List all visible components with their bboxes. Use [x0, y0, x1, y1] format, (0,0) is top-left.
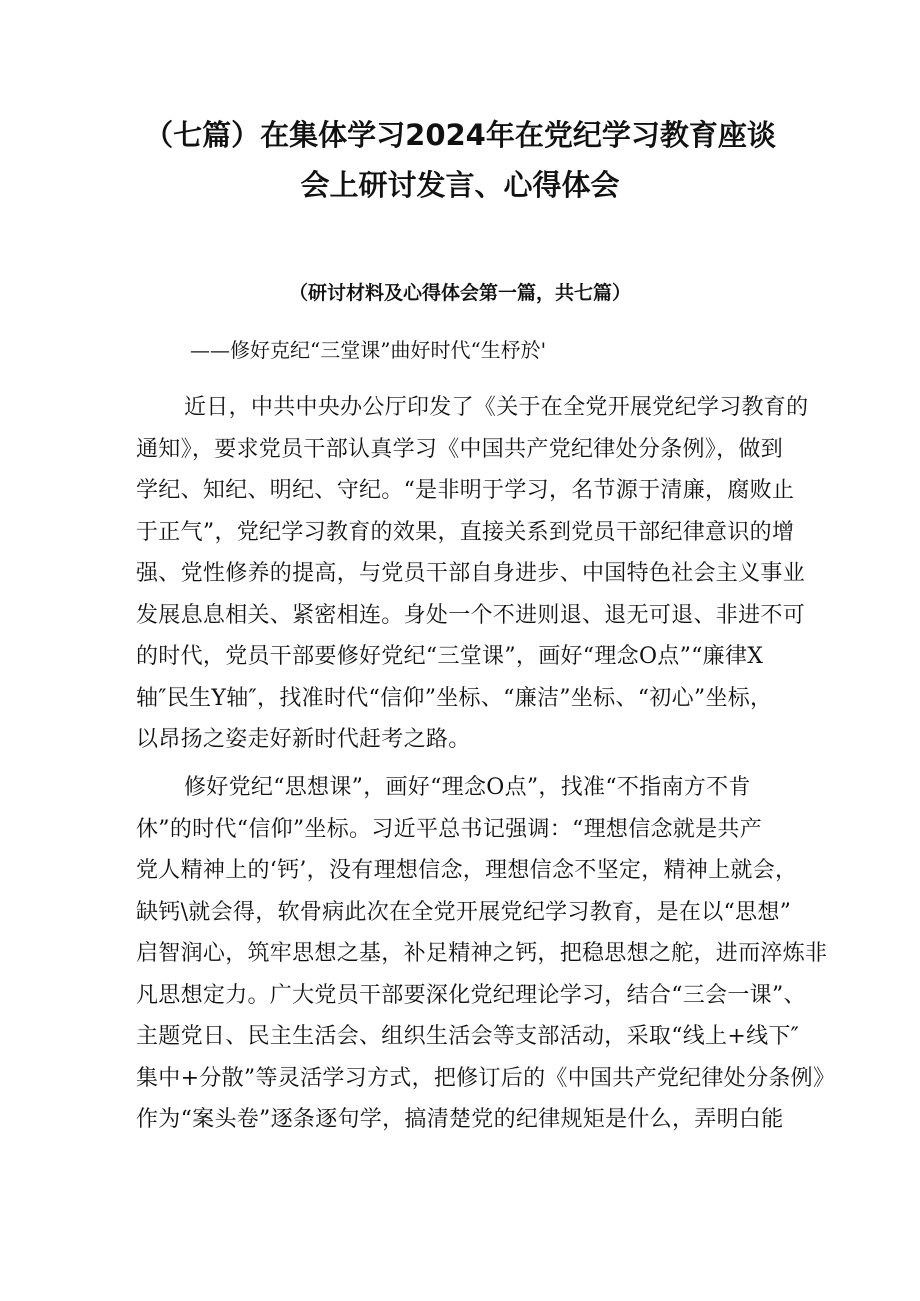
paragraph-line: 凡思想定力。广大党员干部要深化党纪理论学习，结合“三会一课”、 — [136, 982, 806, 1008]
paragraph-line: 发展息息相关、紧密相连。身处一个不进则退、退无可退、非进不可 — [136, 602, 806, 628]
paragraph-line: 强、党性修养的提高，与党员干部自身进步、中国特色社会主义事业 — [136, 561, 806, 586]
body-paragraph-1 — [136, 387, 809, 761]
paragraph-line: 以昂扬之姿走好新时代赶考之路。 — [136, 727, 471, 752]
body-paragraph-2 — [136, 767, 836, 1141]
title-line-2: 会上研讨发言、心得体会 — [300, 168, 620, 202]
document-title — [120, 110, 800, 210]
paragraph-line: 修好党纪“思想课”，画好“理念O点”，找准“不指南方不肯 — [184, 775, 751, 800]
paragraph-line: 通知》，要求党员干部认真学习《中国共产党纪律处分条例》，做到 — [136, 436, 784, 462]
title-line-1: （七篇）在集体学习2024年在党纪学习教育座谈 — [144, 118, 776, 152]
paragraph-line: 的时代，党员干部要修好党纪“三堂课”，画好“理念O点”“廉律X — [136, 644, 764, 669]
paragraph-line: 学纪、知纪、明纪、守纪。“是非明于学习，名节源于清廉，腐败止 — [136, 478, 795, 503]
paragraph-line: 作为“案头卷”逐条逐句学，搞清楚党的纪律规矩是什么，弄明白能 — [136, 1107, 784, 1132]
paragraph-line: 启智润心，筑牢思想之基，补足精神之钙，把稳思想之舵，进而淬炼非 — [136, 941, 828, 966]
paragraph-line: 近日，中共中央办公厅印发了《关于在全党开展党纪学习教育的 — [184, 395, 809, 420]
document-subtitle: （研讨材料及心得体会第一篇，共七篇） — [288, 282, 631, 304]
paragraph-line: 轴″民生Y轴″，找准时代“信仰”坐标、“廉洁”坐标、“初心”坐标， — [136, 685, 773, 711]
paragraph-line: 休”的时代“信仰”坐标。习近平总书记强调：“理想信念就是共产 — [136, 816, 762, 842]
paragraph-line: 主题党日、民主生活会、组织生活会等支部活动，采取“线上+线下″ — [136, 1024, 800, 1049]
paragraph-line: 党人精神上的‘钙’，没有理想信念，理想信念不坚定，精神上就会， — [136, 858, 798, 883]
paragraph-line: 缺钙\就会得，软骨病此次在全党开展党纪学习教育，是在以“思想” — [136, 899, 792, 925]
paragraph-line: 集中+分散”等灵活学习方式，把修订后的《中国共产党纪律处分条例》 — [136, 1065, 836, 1091]
section-subheading: ——修好克纪“三堂课”曲好时代“生杼於' — [190, 338, 547, 362]
paragraph-line: 于正气”，党纪学习教育的效果，直接关系到党员干部纪律意识的增 — [136, 519, 795, 545]
